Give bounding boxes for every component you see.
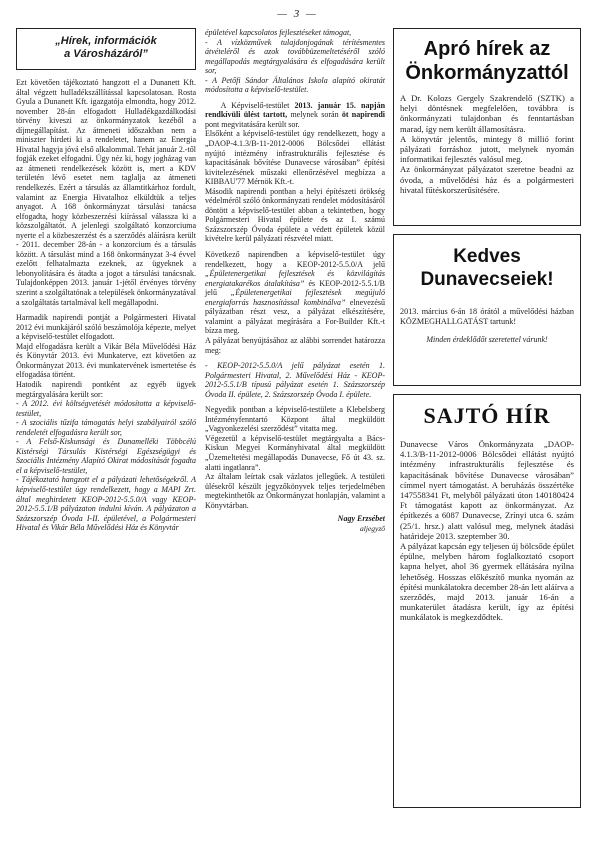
- paragraph-egyeb-ugyek: Hatodik napirendi pontként az egyéb ügyek megtárgyalására került sor:: [16, 379, 196, 399]
- column-2: [205, 28, 385, 533]
- apro-paragraph-konyvtar: A könyvtár jelentős, mintegy 8 millió forint pályázati forráshoz jutott, melynek nyomán informatikai fejlesztés valósul meg.: [400, 133, 574, 165]
- hirek-title-line-1: „Hírek, információk: [55, 35, 157, 47]
- sajto-hir-box: [393, 394, 581, 808]
- list-item-koltsegvetes: - A 2012. évi költségvetését módosította a képviselő-testület,: [16, 399, 196, 418]
- signature-role: aljegyző: [360, 524, 385, 534]
- list-item-palyazat: - Tájékoztató hangzott el a pályázati lehetőségekről. A képviselő-testület úgy rendelkezett, hogy a MAPI Zrt. által meghirdetett KEOP-2012-5.5.0/A vagy KEOP-2012-5.5.1/B pályázaton indulni kíván. A pályázaton a Százszorszép Óvoda I-II. épületével, a Polgármesteri Hivatal és Vikár Béla Művelődési Ház és Könyvtár: [16, 475, 196, 533]
- paragraph-kormanyhivatal: Végezetül a képviselő-testület megtárgyalta a Bács-Kiskun Megyei Kormányhivatal által megküldött „Üzemeltetési megállapodás Dunavecse, Fő út 43. sz. alatti ingatlanra”.: [205, 433, 385, 472]
- list-item-tarsulas: - A Felső-Kiskunsági és Dunamelléki Többcélú Kistérségi Társulás Kistérségi Egészségügyi és Szociális Intézmény Alapító Okirat módosítását fogadta el a képviselő-testület,: [16, 437, 196, 475]
- paragraph-hivatal-beszamolo: Harmadik napirendi pontját a Polgármesteri Hivatal 2012 évi munkájáról szóló beszámolója képezte, melyet a képviselő-testület elfogadott.: [16, 313, 196, 342]
- list-item-tuzifa: - A szociális tűzifa támogatás helyi szabályairól szóló rendeletét elfogadásra került sor,: [16, 418, 196, 437]
- kozmeghallgatas-paragraph: 2013. március 6-án 18 órától a művelődési házban KÖZMEGHALLGATÁST tartunk!: [400, 307, 574, 327]
- hirek-title-line-2: a Városházáról”: [64, 48, 148, 60]
- kedves-title: Kedves Dunavecseiek!: [420, 246, 554, 290]
- kedves-footer: Minden érdeklődőt szeretettel várunk!: [426, 335, 548, 345]
- page-number: — 3 —: [277, 8, 318, 20]
- paragraph-kibbau: Elsőként a képviselő-testület úgy rendelkezett, hogy a „DAOP-4.1.3/B-11-2012-0006 Bölcsődei ellátást nyújtó intézmény infrastrukturális fejlesztése és kapacitásának bővítése Dunavecse városában” építési kivitelezésének műszaki ellenőrzésével megbízza a KIBBAU'77 Mérnök Kft.-t.: [205, 129, 385, 187]
- paragraph-sorrend-lista: - KEOP-2012-5.5.0/A jelű pályázat esetén 1. Polgármesteri Hivatal, 2. Művelődési Ház - KEOP-2012-5.5.1/B típusú pályázat esetén 1. Százszorszép Óvoda II. épülete, 2. Százszorszép Óvoda I. épülete.: [205, 361, 385, 399]
- paragraph-munkaterv: Majd elfogadásra került a Vikár Béla Művelődési Ház és Könyvtár 2013. évi Munkaterve, ezt követően az Önkormányzat 2013. évi munkatervének ismertetése és elfogadása történt.: [16, 341, 196, 380]
- paragraph-keop-palyazat: Következő napirendben a képviselő-testület úgy rendelkezett, hogy a KEOP-2012-5.5.0/A jelű „Épületenergetikai fejlesztések és közvilágítás energiatakarékos átalakítása” és KEOP-2012-5.5.1/B jelű „Épületenergetikai fejlesztések megújuló energiaforrás hasznosítással kombinálva” elnevezésű pályázatban részt vesz, a pályázat elkészítésére, valamint a pályázat megírására a For-Builder Kft.-t bízza meg.: [205, 250, 386, 336]
- paragraph-sorrend: A pályázat benyújtásához az alábbi sorrendet határozza meg:: [205, 335, 385, 355]
- apro-paragraph-sztk: A Dr. Kolozs Gergely Szakrendelő (SZTK) a helyi döntésnek megfelelően, továbbra is önkormányzati tulajdonban és fenntartásban marad, így nem került államosításra.: [400, 93, 574, 134]
- paragraph-klebelsberg: Negyedik pontban a képviselő-testülete a Klebelsberg Intézményfenntartó Központ által megküldött „Vagyonkezelési szerződést” vitatta meg.: [205, 405, 385, 434]
- paragraph-jegyzokonyv: Az általam leírtak csak vázlatos jellegűek. A testületi ülésekről készült jegyzőkönyvek teljes terjedelmében megtekinthetők az Önkormányzat honlapján, valamint a Könyvtárban.: [205, 472, 385, 510]
- sajto-paragraph-beruhazas: Dunavecse Város Önkormányzata „DAOP-4.1.3/B-11-2012-0006 Bölcsődei ellátást nyújtó intézmény infrastrukturális fejlesztése és kapacitásának bővítése Dunavecse városában” címmel nyert támogatást. A beruházás összértéke 147558341 Ft, melyből pályázati úton 140180424 Ft támogatást kapott az önkormányzat. Az építkezés a 6087 Dunavecse, Zrínyi utca 6. szám (25/1. hrsz.) alatt valósul meg, melynek átadási határideje 2013. szeptember 30.: [400, 439, 574, 541]
- apro-hirek-title: Apró hírek az Önkormányzattól: [405, 38, 569, 84]
- column-1: [16, 28, 196, 533]
- column-3: [393, 28, 581, 808]
- paragraph-dunanett: Ezt követően tájékoztató hangzott el a Dunanett Kft. által végzett hulladékszállítással kapcsolatosan. Rosta Gyula a Dunanett Kft. igazgatója elmondta, hogy 2012. november 28-án elfogadott Hulladékgazdálkodási törvény kiveszi az önkormányzatok kezéből a díjmegállapítást. Az átmeneti időszakban nem a miniszter hirdeti ki a rendeletet, hanem az Energia Hivatal hagyja jóvá első alkalommal. Tehát január 2.-től fogják ezeket elfogadni. Úgy néz ki, hogy jogházag van az átmeneti rendelkezések között is, mert a KDV területén lévő esetet nem taglalja az átmeneti rendelkezés. Ezért a társulás az államtitkárhoz fordult, valamint az Energia Hivatalhoz elküldtük a teljes anyagot. A 168 önkormányzat társulási tanácsa elfogadta, hogy közbeszerzési kiírással válassza ki a közszolgáltatót. A jelenlegi szolgáltató konzorciuma nyerte el a közbeszerzést és a szerződés aláírásra került - 2011. december 28-án - a konzorcium és a társulás között. A társulást mind a 168 önkormányzat 3-4 évvel ezelőtt felhatalmazta ezeknek, az ügyeknek a lebonyolítására és átadta a jogot a társulási tanácsnak. Tulajdonképpen 2013. január 1-jétől érvényes törvény szerint a szolgáltatónak a települések önkormányzatával a szolgáltatás tartalmával kell megállapodni.: [16, 78, 196, 307]
- list-item-epulet: épületével kapcsolatos fejlesztéseket támogat,: [205, 28, 352, 37]
- sajto-hir-title: SAJTÓ HÍR: [423, 403, 551, 428]
- signature-name: Nagy Erzsébet: [337, 514, 385, 524]
- hirek-title-box: [16, 28, 196, 70]
- sajto-paragraph-bolcsode: A pályázat kapcsán egy teljesen új bölcsőde épület épülne, melyben három foglalkoztató csoport kapna helyet, ahol 36 gyermek ellátására nyílna lehetőség. Hosszas előkészítő munka nyomán az építési munkálatokra december 28-án lett aláírva a szerződés, majd 2013. január 16-án a munkaterület átadásra került, így az építési munkálatok is megkezdődtek.: [400, 541, 574, 623]
- paragraph-rendkivuli-ules: A Képviselő-testület 2013. január 15. napján rendkívüli ülést tartott, melynek során öt napirendi pont megvitatására került sor.: [205, 100, 386, 129]
- paragraph-epiteszeti-orokseg: Második napirendi pontban a helyi építészeti örökség védelméről szóló önkormányzati rendelet módosításáról döntött a képviselő-testület abban a tekintetben, hogy Polgármesteri Hivatal épülete és az I. számú Százszorszép Óvoda épülete a védett épületek közül kivételre kerül pályázati részvétel miatt.: [205, 186, 385, 244]
- list-item-petofi-iskola: - A Petőfi Sándor Általános Iskola alapító okiratát módosította a képviselő-testület.: [205, 75, 385, 95]
- apro-paragraph-futes: Az önkormányzat pályázatot szeretne beadni az óvoda, a művelődési ház és a polgármesteri hivatal fűtéskorszerűsítésére.: [400, 164, 574, 195]
- list-item-vizkozmu: - A vízközművek tulajdonjogának térítésmentes átvételéről és azok továbbüzemeltetéséről szóló megállapodás megtárgyalására és elfogadására került sor,: [205, 37, 385, 76]
- apro-hirek-box: [393, 28, 581, 226]
- kedves-dunavecseiek-box: [393, 234, 581, 386]
